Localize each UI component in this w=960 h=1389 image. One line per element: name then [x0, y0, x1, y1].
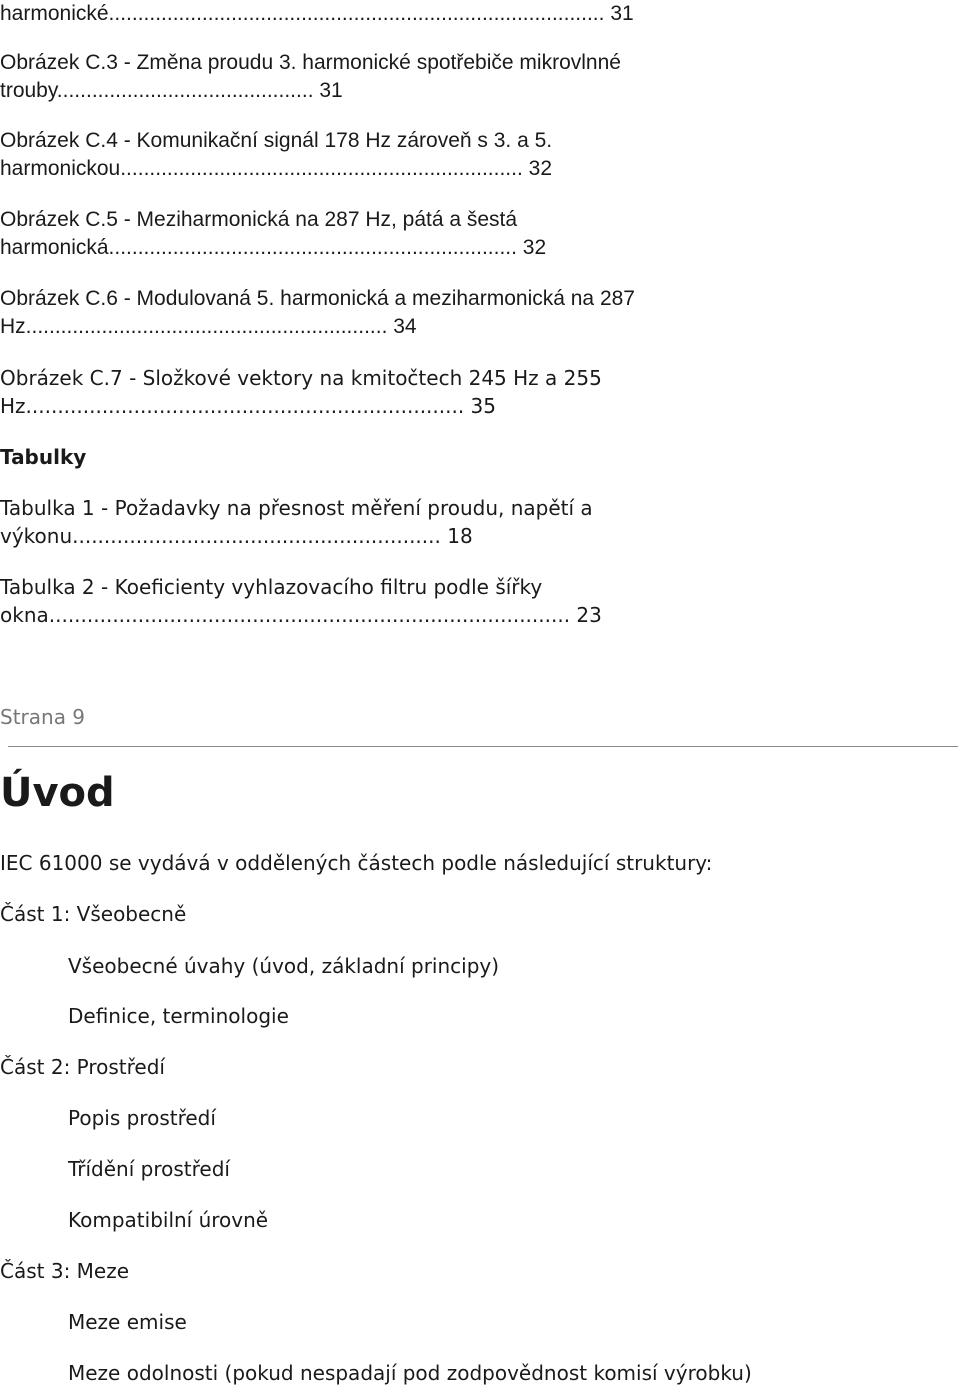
intro-paragraph: IEC 61000 se vydává v oddělených částech podle následující struktury: [0, 851, 713, 875]
part-title: Část 3: Meze [0, 1259, 130, 1283]
part-title: Část 1: Všeobecně [0, 902, 187, 926]
toc-line: Tabulka 1 - Požadavky na přesnost měření proudu, napětí a [0, 496, 593, 520]
toc-line: Obrázek C.6 - Modulovaná 5. harmonická a meziharmonická na 287 [0, 287, 635, 310]
toc-line: harmonickou..................................................................... 32 [0, 157, 552, 180]
part-item: Třídění prostředí [68, 1157, 230, 1181]
toc-line: harmonická...................................................................... 32 [0, 236, 547, 259]
toc-line: Obrázek C.7 - Složkové vektory na kmitočtech 245 Hz a 255 [0, 366, 602, 390]
toc-line: Obrázek C.3 - Změna proudu 3. harmonické spotřebiče mikrovlnné [0, 51, 621, 74]
part-item: Definice, terminologie [68, 1004, 289, 1028]
section-title: Úvod [0, 770, 115, 816]
toc-line: Obrázek C.5 - Meziharmonická na 287 Hz, pátá a šestá [0, 208, 518, 231]
part-item: Meze odolnosti (pokud nespadají pod zodpovědnost komisí výrobku) [68, 1361, 752, 1385]
toc-line: Tabulka 2 - Koeficienty vyhlazovacího filtru podle šířky [0, 575, 543, 599]
part-item: Všeobecné úvahy (úvod, základní principy) [68, 954, 500, 978]
part-item: Kompatibilní úrovně [68, 1208, 269, 1232]
toc-line: Obrázek C.4 - Komunikační signál 178 Hz zároveň s 3. a 5. [0, 129, 553, 152]
toc-line: Hz.............................................................. 34 [0, 315, 417, 338]
part-item: Meze emise [68, 1310, 187, 1334]
toc-line: výkonu.......................................................... 18 [0, 524, 473, 548]
page-number: Strana 9 [0, 705, 86, 729]
part-title: Část 2: Prostředí [0, 1055, 165, 1079]
toc-line: trouby............................................ 31 [0, 79, 343, 102]
toc-line: okna.................................................................................. 23 [0, 603, 602, 627]
toc-line: harmonické..................................................................................... 31 [0, 2, 634, 25]
page-separator [8, 746, 958, 747]
toc-line: Hz..................................................................... 35 [0, 394, 497, 418]
part-item: Popis prostředí [68, 1106, 216, 1130]
tables-heading: Tabulky [0, 445, 87, 469]
